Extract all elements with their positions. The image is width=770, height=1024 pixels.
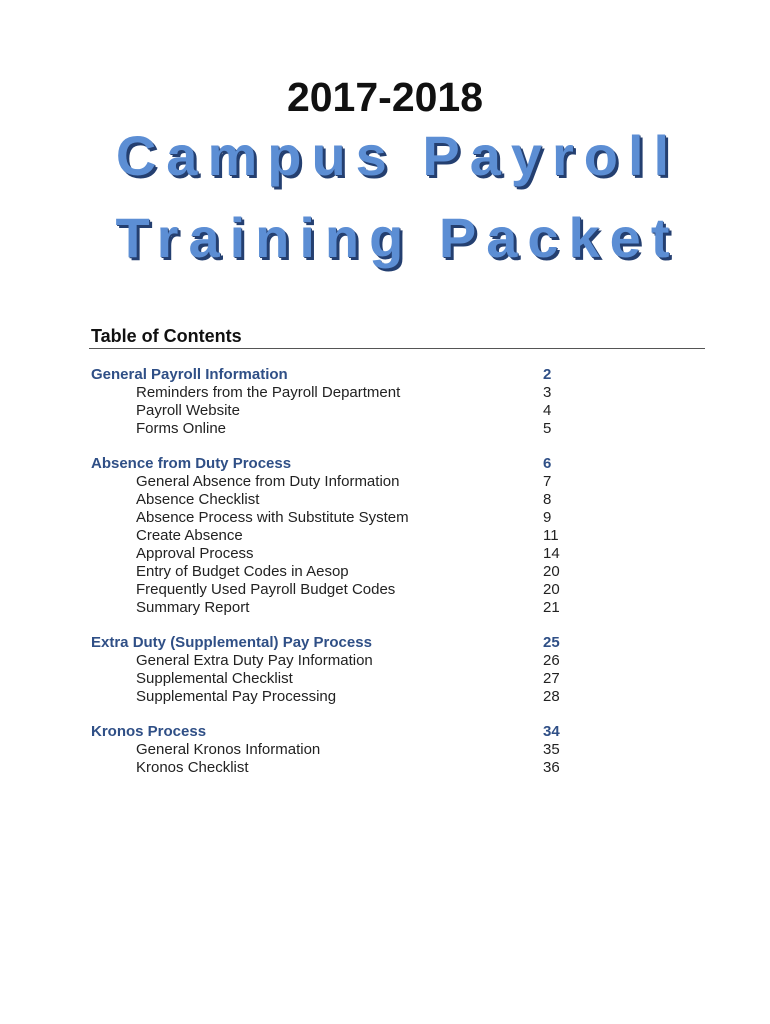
toc-entry-label: Payroll Website <box>136 402 240 419</box>
toc-entry-page: 27 <box>543 670 560 687</box>
toc-section-title: Absence from Duty Process <box>91 455 292 472</box>
toc-entry <box>91 473 571 491</box>
toc-entry <box>91 688 571 706</box>
toc-entry-label: General Kronos Information <box>136 741 321 758</box>
toc-entry <box>91 563 571 581</box>
document-year: 2017-2018 <box>286 74 484 120</box>
document-title-line-1: Campus Payroll <box>115 124 680 187</box>
toc-entry-label: Absence Process with Substitute System <box>136 509 409 526</box>
toc-entry-label: Kronos Checklist <box>136 759 249 776</box>
toc-entry-label: Entry of Budget Codes in Aesop <box>136 563 349 580</box>
toc-section-page: 6 <box>543 455 552 472</box>
toc-section-page: 25 <box>543 634 560 651</box>
toc-entry <box>91 491 571 509</box>
toc-entry-label: Supplemental Pay Processing <box>136 688 337 705</box>
toc-entry-page: 20 <box>543 563 560 580</box>
toc-entry-page: 36 <box>543 759 560 776</box>
toc-entry-page: 14 <box>543 545 560 562</box>
toc-entry-label: General Extra Duty Pay Information <box>136 652 373 669</box>
toc-entry-label: Frequently Used Payroll Budget Codes <box>136 581 396 598</box>
toc-section <box>91 455 571 617</box>
toc-entry <box>91 581 571 599</box>
toc-entry-page: 3 <box>543 384 552 401</box>
toc-entry-label: Forms Online <box>136 420 227 437</box>
toc-entry-page: 20 <box>543 581 560 598</box>
toc-entry-page: 28 <box>543 688 560 705</box>
toc-section <box>91 723 571 777</box>
toc-section-page: 2 <box>543 366 552 383</box>
toc-entry <box>91 402 571 420</box>
toc-entry-page: 35 <box>543 741 560 758</box>
toc-entry-label: Summary Report <box>136 599 250 616</box>
toc-entry <box>91 420 571 438</box>
toc-entry-page: 8 <box>543 491 552 508</box>
toc-entry <box>91 741 571 759</box>
toc-section <box>91 366 571 438</box>
toc-entry-page: 11 <box>543 527 559 544</box>
toc-section-title: Kronos Process <box>91 723 207 740</box>
toc-entry-page: 21 <box>543 599 560 616</box>
toc-section <box>91 634 571 706</box>
toc-entry <box>91 545 571 563</box>
toc-entry-page: 4 <box>543 402 552 419</box>
toc-entry-label: General Absence from Duty Information <box>136 473 400 490</box>
toc-entry <box>91 670 571 688</box>
toc-entry <box>91 599 571 617</box>
toc-entry-label: Create Absence <box>136 527 243 544</box>
toc-entry-page: 5 <box>543 420 552 437</box>
toc-entry <box>91 509 571 527</box>
toc-entry <box>91 527 571 545</box>
toc-heading: Table of Contents <box>91 326 242 346</box>
toc-entry-label: Reminders from the Payroll Department <box>136 384 401 401</box>
toc-entry-page: 9 <box>543 509 552 526</box>
document-title-line-2: Training Packet <box>115 206 680 269</box>
toc-entry <box>91 759 571 777</box>
toc-section-heading <box>91 723 571 741</box>
toc-entry <box>91 384 571 402</box>
toc-entry-label: Approval Process <box>136 545 254 562</box>
toc-section-heading <box>91 634 571 652</box>
toc-section-title: General Payroll Information <box>91 366 288 383</box>
toc-entry-label: Supplemental Checklist <box>136 670 293 687</box>
toc-section-title: Extra Duty (Supplemental) Pay Process <box>91 634 372 651</box>
toc-section-heading <box>91 366 571 384</box>
toc-entry-page: 26 <box>543 652 560 669</box>
toc-entry-label: Absence Checklist <box>136 491 260 508</box>
toc-entry <box>91 652 571 670</box>
toc-section-heading <box>91 455 571 473</box>
toc-section-page: 34 <box>543 723 560 740</box>
table-of-contents <box>91 366 571 794</box>
toc-divider <box>89 348 705 349</box>
toc-entry-page: 7 <box>543 473 552 490</box>
